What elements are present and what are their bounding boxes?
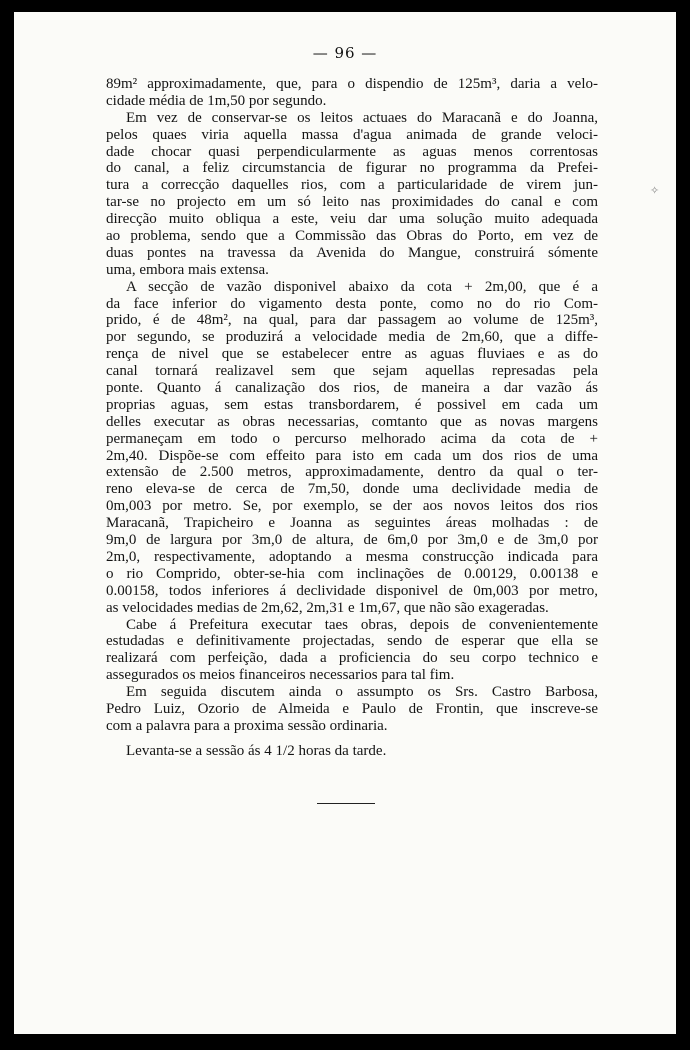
- page-number: — 96 —: [312, 44, 378, 62]
- text-line: 2m,0, respectivamente, adoptando a mesma construcção indicada para: [106, 548, 598, 565]
- text-line: direcção muito obliqua a este, veiu dar uma solução muito adequada: [106, 211, 598, 228]
- text-line: prido, é de 48m², na qual, para dar passagem ao volume de 125m³,: [106, 312, 598, 329]
- text-line: estudadas e definitivamente projectadas, sendo de esperar que ella se: [106, 633, 598, 650]
- text-line: as velocidades medias de 2m,62, 2m,31 e 1m,67, que não são exageradas.: [106, 599, 549, 616]
- text-line: Pedro Luiz, Ozorio de Almeida e Paulo de Frontin, que inscreve-se: [106, 700, 598, 717]
- paragraph-gap: [106, 735, 598, 743]
- text-line: duas pontes na travessa da Avenida do Mangue, construirá sómente: [106, 244, 598, 261]
- text-line: rença de nivel que se estabelecer entre as aguas fluviaes e as do: [106, 346, 598, 363]
- text-line: o rio Comprido, obter-se-hia com inclinações de 0.00129, 0.00138 e: [106, 565, 598, 582]
- closing-line: Levanta-se a sessão ás 4 1/2 horas da tarde.: [126, 742, 387, 759]
- text-line: assegurados os meios financeiros necessarios para tal fim.: [106, 667, 455, 684]
- text-line: ao problema, sendo que a Commissão das Obras do Porto, em vez de: [106, 228, 598, 245]
- text-line: 9m,0 de largura por 3m,0 de altura, de 6m,0 por 3m,0 e de 3m,0 por: [106, 532, 598, 549]
- text-line: permaneçam em todo o percurso melhorado acima da cota de +: [106, 430, 598, 447]
- closing-rule: [317, 803, 375, 804]
- text-line: 0.00158, todos inferiores á declividade disponivel de 0m,003 por metro,: [106, 582, 598, 599]
- text-line: Maracanã, Trapicheiro e Joanna as seguintes áreas molhadas : de: [106, 515, 598, 532]
- document-page: [14, 12, 676, 1034]
- text-line: cidade média de 1m,50 por segundo.: [106, 92, 327, 109]
- text-line: da face inferior do vigamento desta ponte, como no do rio Com-: [106, 295, 598, 312]
- text-line: dade chocar quasi perpendicularmente as aguas menos correntosas: [106, 143, 598, 160]
- text-line: 89m² approximadamente, que, para o dispendio de 125m³, daria a velo-: [106, 76, 598, 92]
- text-line: ponte. Quanto á canalização dos rios, de maneira a dar vazão ás: [106, 380, 598, 397]
- text-line: tar-se no projecto em um só leito nas proximidades do canal e com: [106, 194, 598, 211]
- paragraph-start-line: Cabe á Prefeitura executar taes obras, depois de convenientemente: [126, 616, 598, 633]
- text-line: por segundo, se produzirá a velocidade media de 2m,60, que a diffe-: [106, 329, 598, 346]
- text-line: canal tornará realizavel sem que sejam aquellas represadas pela: [106, 363, 598, 380]
- paragraph-start-line: Em vez de conservar-se os leitos actuaes do Maracanã e do Joanna,: [126, 109, 598, 126]
- text-line: pelos quaes viria aquella massa d'agua animada de grande veloci-: [106, 126, 598, 143]
- text-line: tura a correcção daquelles rios, com a particularidade de virem jun-: [106, 177, 598, 194]
- text-line: realizará com perfeição, dada a proficiencia do seu corpo technico e: [106, 650, 598, 667]
- text-line: 2m,40. Dispõe-se com effeito para isto em cada um dos rios de uma: [106, 447, 598, 464]
- text-line: 0m,003 por metro. Se, por exemplo, se der aos novos leitos dos rios: [106, 498, 598, 515]
- text-line: do canal, a feliz circumstancia de figurar no programma da Prefei-: [106, 160, 598, 177]
- body-text: [106, 76, 598, 760]
- margin-speck-icon: ✧: [650, 184, 660, 197]
- text-line: delles executar as obras necessarias, comtanto que as novas margens: [106, 413, 598, 430]
- text-line: proprias aguas, sem estas transbordarem, é possivel em cada um: [106, 396, 598, 413]
- text-line: com a palavra para a proxima sessão ordinaria.: [106, 717, 388, 734]
- text-line: uma, embora mais extensa.: [106, 261, 269, 278]
- text-line: extensão de 2.500 metros, approximadamente, dentro da qual o ter-: [106, 464, 598, 481]
- paragraph-start-line: Em seguida discutem ainda o assumpto os Srs. Castro Barbosa,: [126, 684, 598, 701]
- paragraph-start-line: A secção de vazão disponivel abaixo da cota + 2m,00, que é a: [126, 278, 598, 295]
- text-line: reno eleva-se de cerca de 7m,50, donde uma declividade media de: [106, 481, 598, 498]
